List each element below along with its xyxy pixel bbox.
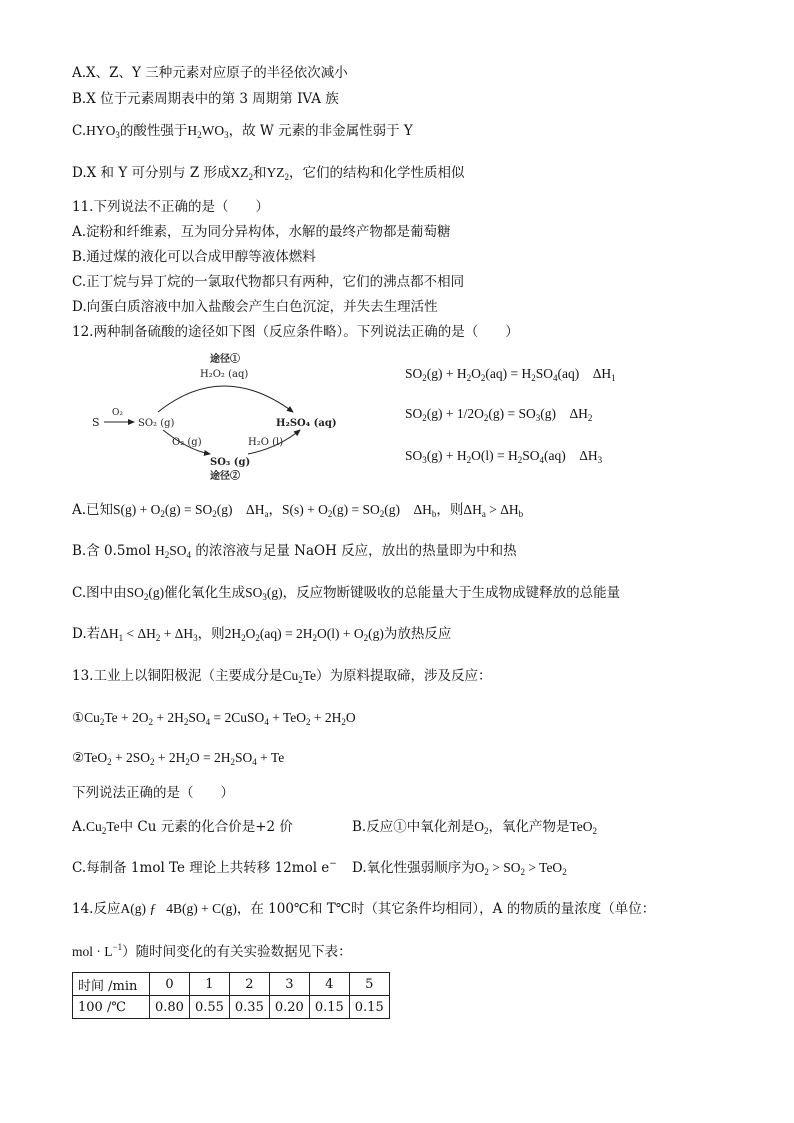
q13-stem: 13.工业上以铜阳极泥（主要成分是$Cu_2Te$）为原料提取碲，涉及反应： xyxy=(72,668,492,685)
q12-stem: 12.两种制备硫酸的途径如下图（反应条件略）。下列说法正确的是（ ） xyxy=(72,324,519,340)
q10-option-a: A.X、Z、Y 三种元素对应原子的半径依次减小 xyxy=(72,65,348,81)
q12-option-b: B.含 0.5mol $H_2SO_4$ 的浓溶液与足量 NaOH 反应，放出的热量即为中和热 xyxy=(72,543,517,560)
table-row-label: 100 /℃ xyxy=(73,996,150,1019)
h2o2-label: H₂O₂ (aq) xyxy=(200,369,249,380)
table-header-row xyxy=(73,973,390,996)
q12-option-a: A.已知$S(g) + O_2(g) = SO_2(g)$ $\Delta H_a$，$S(s) + O_2(g) = SO_2(g)$ $\Delta H_b$，则$\Delta H_a > \Delta H_b$ xyxy=(72,502,524,519)
table-time-cell: 0 xyxy=(150,973,190,996)
q11-option-a: A.淀粉和纤维素，互为同分异构体，水解的最终产物都是葡萄糖 xyxy=(72,224,451,240)
q12-option-c: C.图中由$SO_2(g)$催化氧化生成$SO_3(g)$，反应物断键吸收的总能量大于生成物成键释放的总能量 xyxy=(72,585,621,602)
table-value-cell: 0.55 xyxy=(189,996,229,1019)
q11-option-b: B.通过煤的液化可以合成甲醇等液体燃料 xyxy=(72,249,316,265)
concentration-time-table xyxy=(72,972,390,1019)
q11-option-d: D.向蛋白质溶液中加入盐酸会产生白色沉淀，并失去生理活性 xyxy=(72,299,438,315)
table-value-cell: 0.15 xyxy=(309,996,349,1019)
table-row xyxy=(73,996,390,1019)
table-time-cell: 5 xyxy=(349,973,389,996)
q12-option-d: D.若$\Delta H_1 < \Delta H_2 + \Delta H_3$，则$2H_2O_2(aq) = 2H_2O(l) + O_2(g)$为放热反应 xyxy=(72,626,452,643)
o2-top-label: O₂ xyxy=(112,408,123,418)
table-value-cell: 0.20 xyxy=(269,996,309,1019)
route2-label: 途径② xyxy=(210,471,240,482)
h2so4-label: H₂SO₄ (aq) xyxy=(276,418,337,429)
table-value-cell: 0.15 xyxy=(349,996,389,1019)
q14-stem-unit: mol · $L^{-1}$）随时间变化的有关实验数据见下表： xyxy=(72,942,352,960)
table-header-label: 时间 /min xyxy=(73,973,150,996)
table-time-cell: 4 xyxy=(309,973,349,996)
table-time-cell: 1 xyxy=(189,973,229,996)
q13-option-c: C.每制备 1mol Te 理论上共转移 12mol e− xyxy=(72,859,337,876)
q14-stem: 14.反应A(g) ƒ 4B(g) + C(g)，在 100℃和 T℃时（其它条件均相同），A 的物质的量浓度（单位： xyxy=(72,901,656,917)
route1-label: 途径① xyxy=(210,354,240,365)
table-time-cell: 2 xyxy=(229,973,269,996)
equation-1: $SO_2(g) + H_2O_2(aq) = H_2SO_4(aq)$ $\Delta H_1$ xyxy=(405,366,616,383)
q10-option-d: D.X 和 Y 可分别与 Z 形成$XZ_2$和$YZ_2$，它们的结构和化学性质相似 xyxy=(72,165,465,182)
table-value-cell: 0.35 xyxy=(229,996,269,1019)
q13-option-b: B.反应①中氧化剂是$O_2$，氧化产物是TeO$_2$ xyxy=(352,819,598,836)
q13-reaction-1: $①Cu_2Te + 2O_2 + 2H_2SO_4$ = 2CuSO$_4$ + $TeO_2 + 2H_2O$ xyxy=(72,710,356,727)
q11-option-c: C.正丁烷与异丁烷的一氯取代物都只有两种，它们的沸点都不相同 xyxy=(72,274,465,290)
equation-2: $SO_2(g) + 1/2O_2(g) = SO_3(g)$ $\Delta H_2$ xyxy=(405,406,593,423)
q13-reaction-2: ②TeO$_2$ + $2SO_2 + 2H_2O = 2H_2SO_4 + Te$ xyxy=(72,750,285,767)
q10-option-b: B.X 位于元素周期表中的第 3 周期第 IVA 族 xyxy=(72,91,339,107)
q10-option-c: $C.HYO_3$的酸性强于$H_2WO_3$，故 W 元素的非金属性弱于 Y xyxy=(72,123,413,140)
table-value-cell: 0.80 xyxy=(150,996,190,1019)
q13-option-a: $A.Cu_2Te$中 Cu 元素的化合价是+2 价 xyxy=(72,819,293,836)
q13-option-d: D.氧化性强弱顺序为$O_2 > SO_2 > TeO_2$ xyxy=(352,860,567,877)
q11-stem: 11.下列说法不正确的是（ ） xyxy=(72,199,269,215)
table-time-cell: 3 xyxy=(269,973,309,996)
route1-arrow xyxy=(158,386,293,412)
o2-low-label: O₂ (g) xyxy=(172,437,202,448)
so2-label: SO₂ (g) xyxy=(138,418,175,429)
h2o-label: H₂O (l) xyxy=(248,437,284,448)
sulfuric-acid-route-diagram xyxy=(88,350,348,490)
s-label: S xyxy=(92,416,100,429)
equation-3: $SO_3(g) + H_2O(l) = H_2SO_4(aq)$ $\Delta H_3$ xyxy=(405,448,603,465)
q13-ask: 下列说法正确的是（ ） xyxy=(72,785,234,801)
so3-label: SO₃ (g) xyxy=(210,457,251,468)
